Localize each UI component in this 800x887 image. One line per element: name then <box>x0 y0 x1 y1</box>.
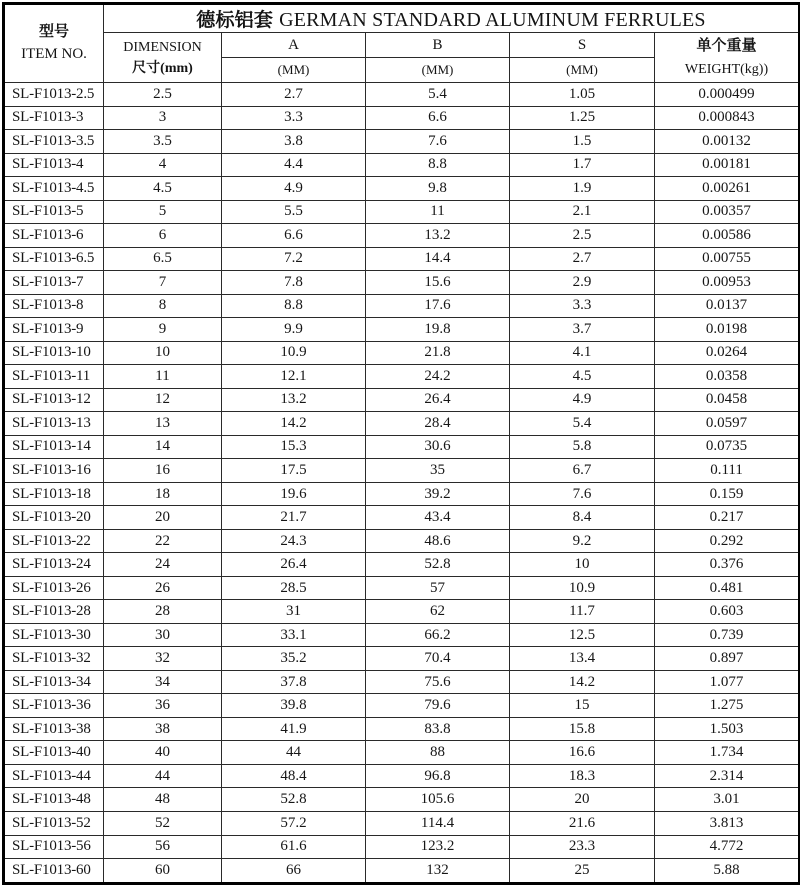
table-row <box>4 600 800 624</box>
cell-a: 66 <box>222 859 366 884</box>
cell-dimension: 8 <box>104 294 222 318</box>
cell-weight: 0.00132 <box>655 130 800 154</box>
cell-weight: 0.00181 <box>655 153 800 177</box>
cell-b: 70.4 <box>366 647 510 671</box>
cell-item-no: SL-F1013-44 <box>4 764 104 788</box>
cell-s: 1.25 <box>510 106 655 130</box>
cell-item-no: SL-F1013-6 <box>4 224 104 248</box>
cell-dimension: 12 <box>104 388 222 412</box>
cell-weight: 0.739 <box>655 623 800 647</box>
cell-weight: 0.00586 <box>655 224 800 248</box>
cell-weight: 0.000843 <box>655 106 800 130</box>
header-col-a-unit: (MM) <box>222 58 366 83</box>
cell-a: 24.3 <box>222 529 366 553</box>
cell-a: 31 <box>222 600 366 624</box>
cell-s: 6.7 <box>510 459 655 483</box>
cell-item-no: SL-F1013-26 <box>4 576 104 600</box>
cell-s: 1.5 <box>510 130 655 154</box>
cell-b: 57 <box>366 576 510 600</box>
cell-dimension: 10 <box>104 341 222 365</box>
table-row <box>4 741 800 765</box>
cell-dimension: 52 <box>104 811 222 835</box>
header-col-s: S <box>510 33 655 58</box>
cell-a: 33.1 <box>222 623 366 647</box>
cell-weight: 0.111 <box>655 459 800 483</box>
cell-b: 48.6 <box>366 529 510 553</box>
cell-s: 3.7 <box>510 318 655 342</box>
cell-b: 26.4 <box>366 388 510 412</box>
cell-dimension: 18 <box>104 482 222 506</box>
header-row-1 <box>4 33 800 58</box>
cell-dimension: 4 <box>104 153 222 177</box>
cell-b: 14.4 <box>366 247 510 271</box>
cell-s: 15 <box>510 694 655 718</box>
cell-s: 1.7 <box>510 153 655 177</box>
cell-weight: 0.00261 <box>655 177 800 201</box>
cell-item-no: SL-F1013-8 <box>4 294 104 318</box>
cell-b: 9.8 <box>366 177 510 201</box>
ferrule-spec-table <box>2 2 800 885</box>
cell-dimension: 20 <box>104 506 222 530</box>
table-row <box>4 247 800 271</box>
header-col-b: B <box>366 33 510 58</box>
cell-weight: 1.275 <box>655 694 800 718</box>
cell-b: 123.2 <box>366 835 510 859</box>
cell-b: 88 <box>366 741 510 765</box>
table-row <box>4 859 800 884</box>
cell-b: 28.4 <box>366 412 510 436</box>
cell-weight: 0.00755 <box>655 247 800 271</box>
cell-b: 83.8 <box>366 717 510 741</box>
header-dimension <box>104 33 222 83</box>
cell-a: 4.9 <box>222 177 366 201</box>
cell-a: 48.4 <box>222 764 366 788</box>
cell-item-no: SL-F1013-40 <box>4 741 104 765</box>
cell-b: 6.6 <box>366 106 510 130</box>
cell-weight: 0.0264 <box>655 341 800 365</box>
cell-dimension: 36 <box>104 694 222 718</box>
cell-a: 5.5 <box>222 200 366 224</box>
table-row <box>4 341 800 365</box>
cell-weight: 1.734 <box>655 741 800 765</box>
cell-weight: 1.077 <box>655 670 800 694</box>
cell-a: 52.8 <box>222 788 366 812</box>
cell-item-no: SL-F1013-9 <box>4 318 104 342</box>
cell-b: 66.2 <box>366 623 510 647</box>
cell-item-no: SL-F1013-4 <box>4 153 104 177</box>
cell-dimension: 22 <box>104 529 222 553</box>
header-col-a: A <box>222 33 366 58</box>
cell-item-no: SL-F1013-10 <box>4 341 104 365</box>
table-row <box>4 529 800 553</box>
cell-weight: 0.00953 <box>655 271 800 295</box>
header-col-b-unit: (MM) <box>366 58 510 83</box>
cell-b: 11 <box>366 200 510 224</box>
cell-item-no: SL-F1013-11 <box>4 365 104 389</box>
header-item-no <box>4 4 104 83</box>
cell-a: 7.2 <box>222 247 366 271</box>
cell-a: 21.7 <box>222 506 366 530</box>
cell-item-no: SL-F1013-22 <box>4 529 104 553</box>
cell-dimension: 13 <box>104 412 222 436</box>
cell-a: 12.1 <box>222 365 366 389</box>
cell-dimension: 24 <box>104 553 222 577</box>
cell-dimension: 34 <box>104 670 222 694</box>
cell-weight: 3.01 <box>655 788 800 812</box>
cell-b: 17.6 <box>366 294 510 318</box>
cell-b: 5.4 <box>366 83 510 107</box>
cell-item-no: SL-F1013-60 <box>4 859 104 884</box>
cell-a: 26.4 <box>222 553 366 577</box>
cell-a: 8.8 <box>222 294 366 318</box>
table-row <box>4 553 800 577</box>
cell-dimension: 60 <box>104 859 222 884</box>
cell-a: 10.9 <box>222 341 366 365</box>
cell-weight: 0.159 <box>655 482 800 506</box>
table-row <box>4 506 800 530</box>
cell-item-no: SL-F1013-48 <box>4 788 104 812</box>
table-row <box>4 694 800 718</box>
cell-item-no: SL-F1013-5 <box>4 200 104 224</box>
cell-dimension: 30 <box>104 623 222 647</box>
header-item-no-zh: 型号 <box>38 23 69 40</box>
cell-a: 3.8 <box>222 130 366 154</box>
header-col-s-unit: (MM) <box>510 58 655 83</box>
table-row <box>4 83 800 107</box>
cell-s: 25 <box>510 859 655 884</box>
cell-weight: 1.503 <box>655 717 800 741</box>
cell-weight: 0.0358 <box>655 365 800 389</box>
cell-item-no: SL-F1013-28 <box>4 600 104 624</box>
cell-weight: 2.314 <box>655 764 800 788</box>
cell-weight: 0.292 <box>655 529 800 553</box>
cell-b: 15.6 <box>366 271 510 295</box>
cell-dimension: 26 <box>104 576 222 600</box>
table-row <box>4 271 800 295</box>
cell-s: 4.9 <box>510 388 655 412</box>
cell-dimension: 6.5 <box>104 247 222 271</box>
table-title <box>104 4 800 33</box>
table-row <box>4 835 800 859</box>
cell-weight: 0.897 <box>655 647 800 671</box>
table-title-en: GERMAN STANDARD ALUMINUM FERRULES <box>279 9 706 31</box>
cell-a: 15.3 <box>222 435 366 459</box>
cell-weight: 4.772 <box>655 835 800 859</box>
cell-a: 6.6 <box>222 224 366 248</box>
cell-a: 17.5 <box>222 459 366 483</box>
cell-weight: 0.217 <box>655 506 800 530</box>
cell-b: 24.2 <box>366 365 510 389</box>
cell-dimension: 44 <box>104 764 222 788</box>
cell-weight: 0.000499 <box>655 83 800 107</box>
cell-s: 2.5 <box>510 224 655 248</box>
table-row <box>4 623 800 647</box>
cell-s: 18.3 <box>510 764 655 788</box>
cell-s: 14.2 <box>510 670 655 694</box>
cell-dimension: 9 <box>104 318 222 342</box>
cell-weight: 0.603 <box>655 600 800 624</box>
table-row <box>4 647 800 671</box>
cell-s: 7.6 <box>510 482 655 506</box>
cell-s: 1.9 <box>510 177 655 201</box>
cell-s: 11.7 <box>510 600 655 624</box>
cell-weight: 0.0458 <box>655 388 800 412</box>
cell-item-no: SL-F1013-3 <box>4 106 104 130</box>
cell-a: 61.6 <box>222 835 366 859</box>
table-row <box>4 177 800 201</box>
cell-s: 5.4 <box>510 412 655 436</box>
header-weight-zh: 单个重量 <box>696 38 757 54</box>
header-weight <box>655 33 800 83</box>
cell-item-no: SL-F1013-32 <box>4 647 104 671</box>
cell-dimension: 3 <box>104 106 222 130</box>
cell-s: 16.6 <box>510 741 655 765</box>
table-row <box>4 482 800 506</box>
cell-item-no: SL-F1013-3.5 <box>4 130 104 154</box>
cell-item-no: SL-F1013-14 <box>4 435 104 459</box>
cell-item-no: SL-F1013-4.5 <box>4 177 104 201</box>
cell-b: 96.8 <box>366 764 510 788</box>
cell-item-no: SL-F1013-30 <box>4 623 104 647</box>
table-row <box>4 106 800 130</box>
cell-s: 2.1 <box>510 200 655 224</box>
cell-a: 39.8 <box>222 694 366 718</box>
cell-b: 79.6 <box>366 694 510 718</box>
cell-a: 35.2 <box>222 647 366 671</box>
cell-item-no: SL-F1013-52 <box>4 811 104 835</box>
header-dimension-en: DIMENSION <box>123 39 202 55</box>
cell-dimension: 48 <box>104 788 222 812</box>
cell-a: 57.2 <box>222 811 366 835</box>
table-row <box>4 224 800 248</box>
table-body <box>4 83 800 884</box>
table-row <box>4 388 800 412</box>
cell-dimension: 38 <box>104 717 222 741</box>
cell-s: 13.4 <box>510 647 655 671</box>
cell-s: 20 <box>510 788 655 812</box>
cell-s: 12.5 <box>510 623 655 647</box>
cell-b: 105.6 <box>366 788 510 812</box>
cell-s: 21.6 <box>510 811 655 835</box>
table-row <box>4 459 800 483</box>
cell-weight: 0.00357 <box>655 200 800 224</box>
cell-weight: 0.376 <box>655 553 800 577</box>
cell-weight: 0.0735 <box>655 435 800 459</box>
table-row <box>4 670 800 694</box>
cell-s: 8.4 <box>510 506 655 530</box>
cell-weight: 0.0198 <box>655 318 800 342</box>
cell-dimension: 56 <box>104 835 222 859</box>
table-row <box>4 294 800 318</box>
cell-b: 21.8 <box>366 341 510 365</box>
table-row <box>4 200 800 224</box>
cell-item-no: SL-F1013-12 <box>4 388 104 412</box>
table-row <box>4 717 800 741</box>
cell-a: 4.4 <box>222 153 366 177</box>
header-item-no-en: ITEM NO. <box>21 45 87 62</box>
table-row <box>4 412 800 436</box>
header-weight-en: WEIGHT(kg)) <box>684 61 769 77</box>
cell-b: 132 <box>366 859 510 884</box>
cell-s: 15.8 <box>510 717 655 741</box>
cell-a: 2.7 <box>222 83 366 107</box>
cell-a: 14.2 <box>222 412 366 436</box>
cell-a: 28.5 <box>222 576 366 600</box>
cell-b: 7.6 <box>366 130 510 154</box>
header-dimension-zh: 尺寸(mm) <box>132 60 193 76</box>
cell-b: 39.2 <box>366 482 510 506</box>
cell-a: 44 <box>222 741 366 765</box>
cell-b: 13.2 <box>366 224 510 248</box>
cell-dimension: 40 <box>104 741 222 765</box>
cell-item-no: SL-F1013-38 <box>4 717 104 741</box>
cell-item-no: SL-F1013-36 <box>4 694 104 718</box>
cell-b: 114.4 <box>366 811 510 835</box>
cell-item-no: SL-F1013-16 <box>4 459 104 483</box>
cell-b: 52.8 <box>366 553 510 577</box>
table-row <box>4 365 800 389</box>
cell-b: 35 <box>366 459 510 483</box>
cell-s: 2.9 <box>510 271 655 295</box>
cell-a: 9.9 <box>222 318 366 342</box>
cell-s: 5.8 <box>510 435 655 459</box>
cell-a: 41.9 <box>222 717 366 741</box>
table-row <box>4 153 800 177</box>
cell-weight: 0.0597 <box>655 412 800 436</box>
cell-item-no: SL-F1013-24 <box>4 553 104 577</box>
cell-weight: 3.813 <box>655 811 800 835</box>
cell-s: 2.7 <box>510 247 655 271</box>
table-row <box>4 788 800 812</box>
cell-dimension: 3.5 <box>104 130 222 154</box>
title-row <box>4 4 800 33</box>
cell-s: 10 <box>510 553 655 577</box>
table-row <box>4 435 800 459</box>
table-row <box>4 811 800 835</box>
cell-a: 37.8 <box>222 670 366 694</box>
cell-a: 7.8 <box>222 271 366 295</box>
cell-a: 3.3 <box>222 106 366 130</box>
table-row <box>4 130 800 154</box>
table-row <box>4 764 800 788</box>
cell-dimension: 2.5 <box>104 83 222 107</box>
cell-weight: 0.0137 <box>655 294 800 318</box>
cell-weight: 0.481 <box>655 576 800 600</box>
cell-s: 4.5 <box>510 365 655 389</box>
cell-s: 9.2 <box>510 529 655 553</box>
cell-b: 19.8 <box>366 318 510 342</box>
cell-s: 23.3 <box>510 835 655 859</box>
cell-a: 19.6 <box>222 482 366 506</box>
cell-b: 43.4 <box>366 506 510 530</box>
cell-item-no: SL-F1013-13 <box>4 412 104 436</box>
cell-item-no: SL-F1013-20 <box>4 506 104 530</box>
cell-item-no: SL-F1013-7 <box>4 271 104 295</box>
cell-s: 10.9 <box>510 576 655 600</box>
cell-dimension: 16 <box>104 459 222 483</box>
cell-item-no: SL-F1013-18 <box>4 482 104 506</box>
cell-dimension: 32 <box>104 647 222 671</box>
cell-dimension: 5 <box>104 200 222 224</box>
cell-b: 30.6 <box>366 435 510 459</box>
cell-dimension: 11 <box>104 365 222 389</box>
cell-dimension: 28 <box>104 600 222 624</box>
cell-weight: 5.88 <box>655 859 800 884</box>
table-row <box>4 318 800 342</box>
cell-item-no: SL-F1013-2.5 <box>4 83 104 107</box>
cell-item-no: SL-F1013-56 <box>4 835 104 859</box>
cell-dimension: 7 <box>104 271 222 295</box>
cell-item-no: SL-F1013-6.5 <box>4 247 104 271</box>
cell-b: 8.8 <box>366 153 510 177</box>
table-title-zh: 德标铝套 <box>196 10 274 31</box>
cell-dimension: 4.5 <box>104 177 222 201</box>
cell-item-no: SL-F1013-34 <box>4 670 104 694</box>
cell-dimension: 6 <box>104 224 222 248</box>
cell-s: 4.1 <box>510 341 655 365</box>
cell-b: 62 <box>366 600 510 624</box>
cell-a: 13.2 <box>222 388 366 412</box>
cell-s: 3.3 <box>510 294 655 318</box>
cell-dimension: 14 <box>104 435 222 459</box>
cell-s: 1.05 <box>510 83 655 107</box>
table-row <box>4 576 800 600</box>
cell-b: 75.6 <box>366 670 510 694</box>
